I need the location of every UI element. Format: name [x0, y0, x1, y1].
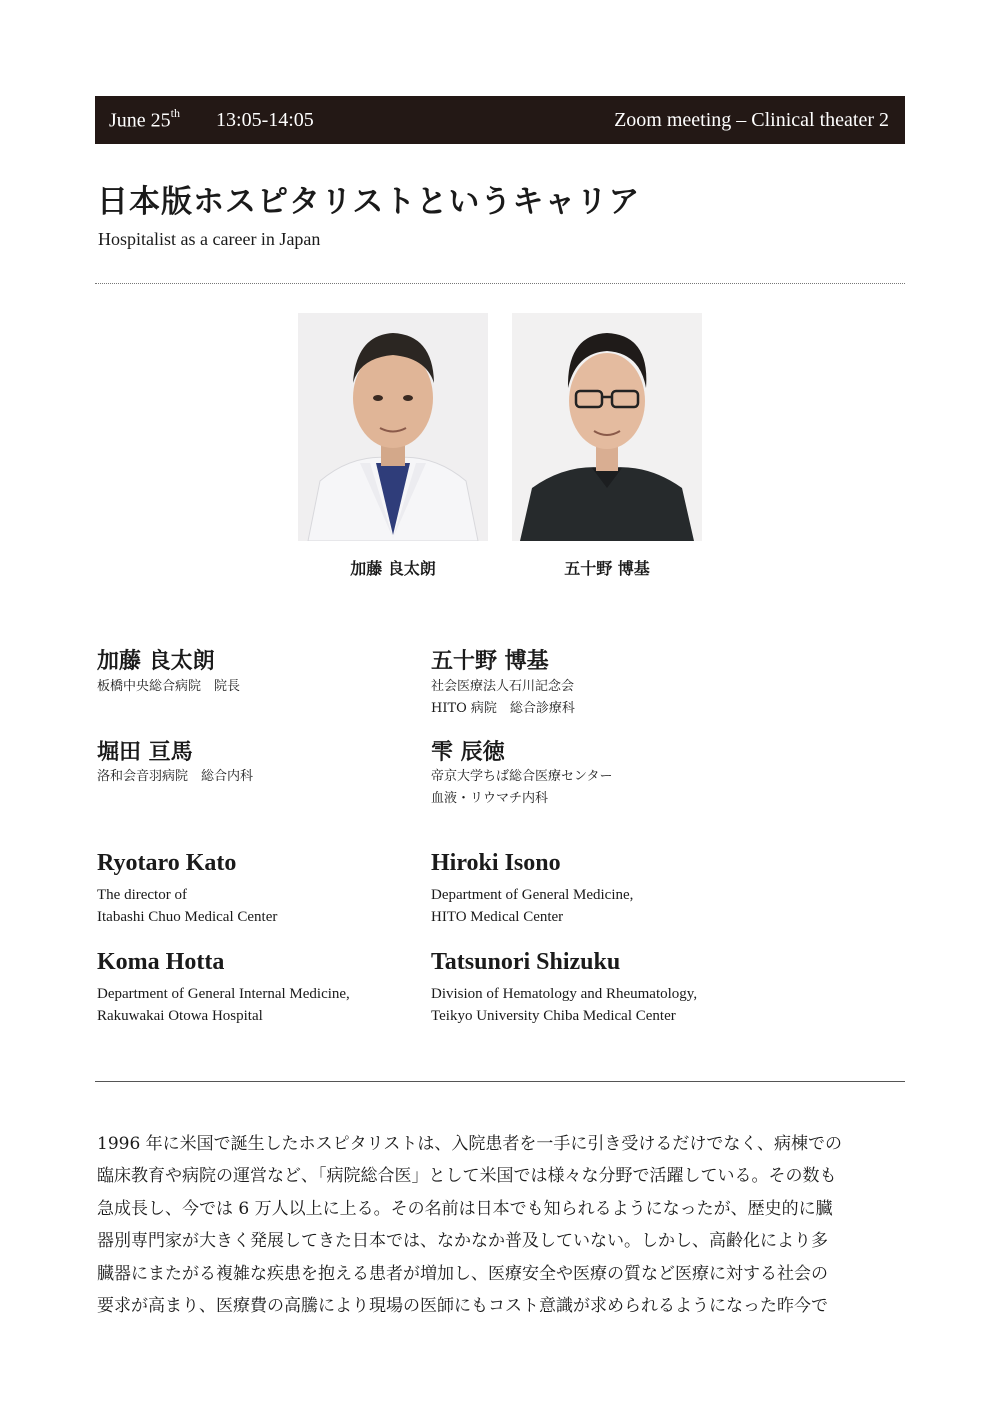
abstract-line: 臨床教育や病院の運営など、「病院総合医」として米国では様々な分野で活躍している。その数も — [97, 1166, 837, 1187]
speaker-affiliation-ja: 板橋中央総合病院 院長 — [97, 679, 241, 694]
speaker-name-ja: 雫 辰徳 — [431, 739, 505, 765]
dotted-divider — [95, 283, 905, 284]
abstract-line: 器別専門家が大きく発展してきた日本では、なかなか普及していない。しかし、高齢化により多 — [97, 1231, 828, 1252]
speaker-affiliation-en: The director of — [97, 887, 187, 903]
speaker-name-en: Koma Hotta — [97, 949, 225, 975]
session-date — [109, 105, 181, 133]
speaker-name-en: Ryotaro Kato — [97, 850, 237, 876]
speaker-affiliation-en: Department of General Medicine, — [431, 887, 634, 903]
session-date-suffix: th — [170, 105, 181, 120]
speaker-affiliation-en: Rakuwakai Otowa Hospital — [97, 1008, 263, 1024]
speaker-affiliation-en: Itabashi Chuo Medical Center — [97, 909, 278, 925]
session-datetime — [109, 105, 314, 133]
speaker-affiliation-ja: 社会医療法人石川記念会 — [431, 679, 575, 694]
speaker-photo-1 — [298, 313, 488, 541]
section-divider — [95, 1081, 905, 1082]
session-time: 13:05-14:05 — [216, 108, 314, 131]
speaker-name-ja: 五十野 博基 — [431, 648, 549, 674]
speaker-name-en: Tatsunori Shizuku — [431, 949, 621, 975]
title-japanese: 日本版ホスピタリストというキャリア — [97, 184, 641, 220]
photo-caption-1: 加藤 良太朗 — [350, 559, 436, 578]
speaker-name-ja: 加藤 良太朗 — [97, 648, 215, 674]
photo-caption-2: 五十野 博基 — [564, 559, 650, 578]
abstract-text — [97, 1128, 905, 1322]
speaker-affiliation-ja: 血液・リウマチ内科 — [431, 791, 549, 806]
speaker-affiliation-ja: HITO 病院 総合診療科 — [431, 701, 575, 716]
speaker-affiliation-ja: 帝京大学ちば総合医療センター — [431, 769, 613, 784]
abstract-line: 1996 年に米国で誕生したホスピタリストは、入院患者を一手に引き受けるだけでなく、病棟での — [97, 1134, 842, 1154]
session-venue: Zoom meeting – Clinical theater 2 — [614, 108, 889, 131]
session-banner — [95, 96, 905, 144]
speaker-affiliation-en: Division of Hematology and Rheumatology, — [431, 986, 698, 1002]
speaker-affiliation-en: HITO Medical Center — [431, 909, 564, 925]
session-date-text: June 25 — [109, 109, 171, 132]
abstract-line: 急成長し、今では 6 万人以上に上る。その名前は日本でも知られるようになったが、歴史的に臓 — [97, 1198, 833, 1219]
speaker-affiliation-en: Department of General Internal Medicine, — [97, 986, 350, 1002]
speaker-affiliation-ja: 洛和会音羽病院 総合内科 — [97, 769, 254, 784]
speaker-affiliation-en: Teikyo University Chiba Medical Center — [431, 1008, 676, 1024]
speaker-name-ja: 堀田 亘馬 — [97, 739, 193, 765]
speaker-name-en: Hiroki Isono — [431, 850, 561, 876]
speaker-photo-2 — [512, 313, 702, 541]
abstract-line: 臓器にまたがる複雑な疾患を抱える患者が増加し、医療安全や医療の質など医療に対する社会の — [97, 1263, 828, 1284]
abstract-line: 要求が高まり、医療費の高騰により現場の医師にもコスト意識が求められるようになった昨今で — [97, 1296, 828, 1317]
title-english: Hospitalist as a career in Japan — [98, 229, 321, 249]
